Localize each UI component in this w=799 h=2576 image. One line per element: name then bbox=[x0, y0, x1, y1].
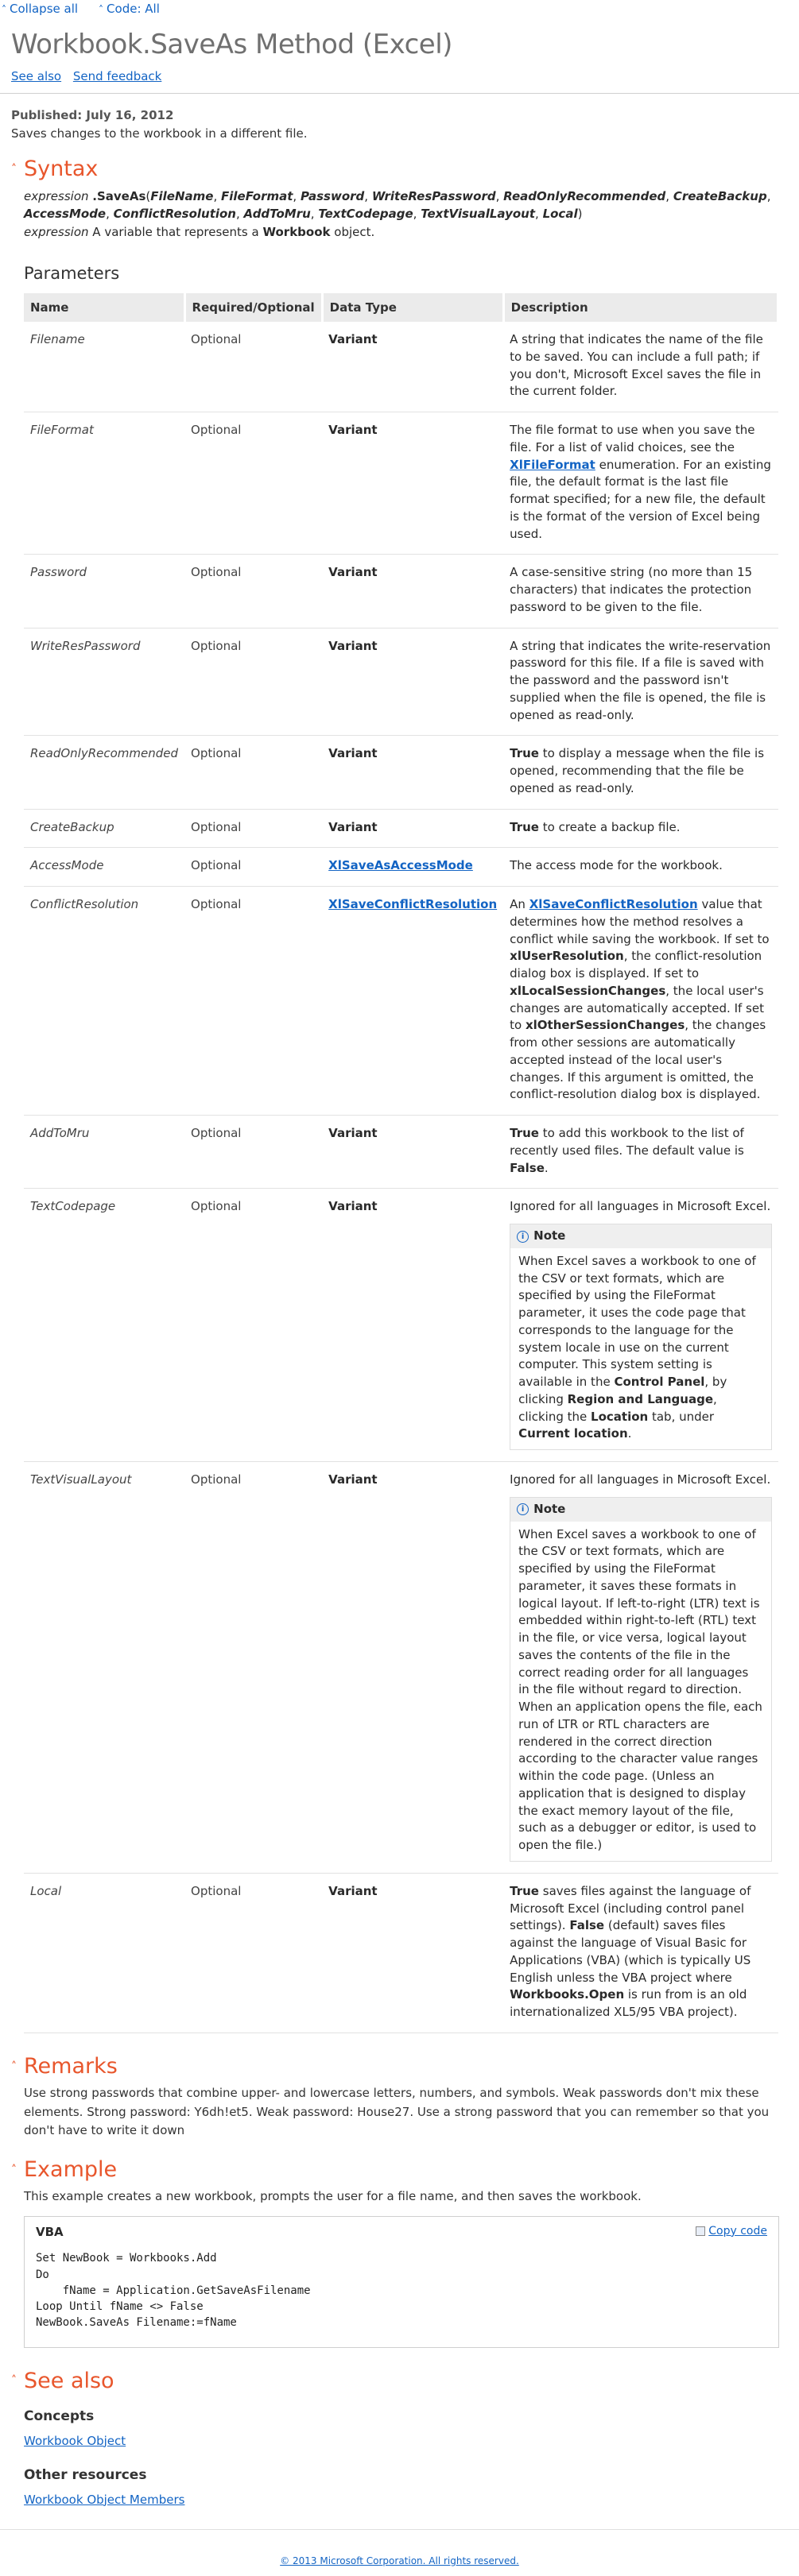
syntax-argument: ConflictResolution bbox=[113, 207, 236, 222]
syntax-argument: FileName bbox=[150, 188, 214, 203]
table-header-row bbox=[24, 293, 778, 323]
xlsaveasaccessmode-link[interactable]: XlSaveAsAccessMode bbox=[328, 858, 473, 873]
example-section bbox=[0, 2183, 799, 2347]
other-resources-heading: Other resources bbox=[24, 2467, 147, 2484]
table-row: Filename Optional Variant A string that indicates the name of the file to be saved. You can include a full path; if you don't, Microsoft Excel saves the file in the current folder. bbox=[24, 322, 778, 412]
meta bbox=[0, 94, 799, 142]
table-row: AccessMode Optional XlSaveAsAccessMode The access mode for the workbook. bbox=[24, 848, 778, 887]
summary: Saves changes to the workbook in a different file. bbox=[11, 126, 308, 141]
see-also-link[interactable]: See also bbox=[11, 68, 62, 83]
remarks-heading: Remarks bbox=[24, 2053, 118, 2079]
syntax-signature: expression .SaveAs(FileName, FileFormat, Password, WriteResPassword, ReadOnlyRecommended, CreateBackup, AccessMode, ConflictResolution, AddToMru, TextCodepage, TextVisualLayout, Local) bbox=[24, 188, 771, 222]
xlsaveconflictresolution-link[interactable]: XlSaveConflictResolution bbox=[529, 897, 698, 912]
workbook-object-members-link[interactable]: Workbook Object Members bbox=[24, 2492, 185, 2507]
table-row: TextVisualLayout Optional Variant Ignored for all languages in Microsoft Excel. i Note When Excel saves a workbook to one of the CSV or text formats, which are specified by using the FileFormat parameter, it saves these formats in logical layout. If left-to-right (LTR) text is embedded within right-to-left (RTL) text in the file, or vice versa, logical layout saves the contents of the file in the correct reading order for all languages in the file without regard to direction. When an application opens the file, each run of LTR or RTL characters are rendered in the correct direction according to the character value ranges within the code page. (Unless an application that is designed to display the exact memory layout of the file, such as a debugger or editor, is used to open the file.) bbox=[24, 1462, 778, 1874]
table-row: WriteResPassword Optional Variant A string that indicates the write-reservation password for this file. If a file is saved with the password and the password isn't supplied when the file is opened, the file is opened as read-only. bbox=[24, 628, 778, 736]
collapse-toggle-icon[interactable]: ˄ bbox=[11, 162, 17, 176]
example-section-header[interactable] bbox=[0, 2140, 799, 2183]
xlfileformat-link[interactable]: XlFileFormat bbox=[510, 457, 595, 472]
column-header-name: Name bbox=[24, 293, 184, 323]
syntax-method-name: .SaveAs bbox=[92, 188, 146, 203]
note-box: i Note When Excel saves a workbook to one of the CSV or text formats, which are specified by using the FileFormat parameter, it saves these formats in logical layout. If left-to-right (LTR) text is embedded within right-to-left (RTL) text in the file, or vice versa, logical layout saves the contents of the file in the correct reading order for all languages in the file without regard to direction. When an application opens the file, each run of LTR or RTL characters are rendered in the correct direction according to the character value ranges within the code page. (Unless an application that is designed to display the exact memory layout of the file, such as a debugger or editor, is used to open the file.) bbox=[510, 1497, 771, 1862]
column-header-required: Required/Optional bbox=[184, 293, 322, 323]
workbook-object-link[interactable]: Workbook Object bbox=[24, 2433, 126, 2448]
collapse-all-link[interactable]: ˄ Collapse all bbox=[2, 1, 79, 16]
table-row: FileFormat Optional Variant The file format to use when you save the file. For a list of valid choices, see the XlFileFormat enumeration. For an existing file, the default format is the last file format specified; for a new file, the default is the format of the version of Excel being used. bbox=[24, 412, 778, 555]
see-also-section-header[interactable] bbox=[0, 2348, 799, 2394]
published-date: Published: July 16, 2012 bbox=[11, 108, 174, 123]
collapse-toggle-icon[interactable]: ˄ bbox=[11, 2060, 17, 2073]
parameters-table bbox=[24, 293, 779, 2033]
see-also-heading: See also bbox=[24, 2368, 114, 2393]
parameters-heading: Parameters bbox=[24, 264, 120, 284]
example-intro: This example creates a new workbook, prompts the user for a file name, and then saves the workbook. bbox=[24, 2189, 642, 2204]
copy-icon bbox=[696, 2226, 705, 2236]
caret-up-icon: ˄ bbox=[99, 3, 104, 15]
table-row: Local Optional Variant True saves files against the language of Microsoft Excel (including control panel settings). False (default) saves files against the language of Visual Basic for Applications (VBA) (which is typically US English unless the VBA project where Workbooks.Open is run from is an old internationalized XL5/95 VBA project). bbox=[24, 1873, 778, 2033]
xlsaveconflictresolution-type-link[interactable]: XlSaveConflictResolution bbox=[328, 897, 498, 912]
remarks-section bbox=[0, 2079, 799, 2140]
column-header-type: Data Type bbox=[322, 293, 503, 323]
table-row: ReadOnlyRecommended Optional Variant True to display a message when the file is opened, recommending that the file be opened as read-only. bbox=[24, 736, 778, 809]
syntax-heading: Syntax bbox=[24, 157, 99, 182]
top-bar bbox=[0, 0, 799, 17]
syntax-argument: WriteResPassword bbox=[371, 188, 496, 203]
syntax-expression: expression bbox=[24, 188, 93, 203]
page-title: Workbook.SaveAs Method (Excel) bbox=[11, 29, 452, 60]
syntax-argument: AddToMru bbox=[243, 207, 311, 222]
footer bbox=[0, 2529, 799, 2576]
column-header-description: Description bbox=[503, 293, 778, 323]
syntax-argument: FileFormat bbox=[221, 188, 293, 203]
remarks-text: Use strong passwords that combine upper- and lowercase letters, numbers, and symbols. Weak passwords don't mix these elements. Strong password: Y6dh!et5. Weak password: House27. Use a strong password that you can remember so that you don't have to write it down bbox=[24, 2086, 770, 2137]
title-block bbox=[0, 17, 799, 85]
example-heading: Example bbox=[24, 2157, 118, 2183]
collapse-toggle-icon[interactable]: ˄ bbox=[11, 2163, 17, 2176]
send-feedback-link[interactable]: Send feedback bbox=[72, 68, 162, 83]
syntax-argument: Password bbox=[300, 188, 365, 203]
code-language-label: VBA bbox=[36, 2224, 64, 2239]
collapse-toggle-icon[interactable]: ˄ bbox=[11, 2374, 17, 2388]
code-snippet bbox=[24, 2216, 779, 2348]
code-filter-link[interactable]: ˄ Code: All bbox=[99, 1, 160, 16]
copy-code-button[interactable]: Copy code bbox=[696, 2223, 767, 2240]
syntax-section-header[interactable] bbox=[0, 142, 799, 182]
table-row: TextCodepage Optional Variant Ignored for all languages in Microsoft Excel. i Note When Excel saves a workbook to one of the CSV or text formats, which are specified by using the FileFormat parameter, it uses the code page that corresponds to the language for the system locale in use on the current computer. This system setting is available in the Control Panel, by clicking Region and Language, clicking the Location tab, under Current location. bbox=[24, 1189, 778, 1462]
syntax-argument: TextVisualLayout bbox=[421, 207, 536, 222]
note-box: i Note When Excel saves a workbook to one of the CSV or text formats, which are specified by using the FileFormat parameter, it uses the code page that corresponds to the language for the system locale in use on the current computer. This system setting is available in the Control Panel, by clicking Region and Language, clicking the Location tab, under Current location. bbox=[510, 1224, 771, 1450]
table-row: Password Optional Variant A case-sensitive string (no more than 15 characters) that indicates the protection password to be given to the file. bbox=[24, 555, 778, 628]
table-row: AddToMru Optional Variant True to add this workbook to the list of recently used files. The default value is False. bbox=[24, 1116, 778, 1189]
syntax-variable-line: expression A variable that represents a Workbook object. bbox=[24, 224, 375, 239]
syntax-argument: TextCodepage bbox=[318, 207, 413, 222]
concepts-heading: Concepts bbox=[24, 2408, 95, 2425]
caret-up-icon: ˄ bbox=[2, 3, 6, 15]
remarks-section-header[interactable] bbox=[0, 2033, 799, 2079]
info-icon: i bbox=[517, 1503, 529, 1515]
table-row: ConflictResolution Optional XlSaveConflictResolution An XlSaveConflictResolution value that determines how the method resolves a conflict while saving the workbook. If set to xlUserResolution, the conflict-resolution dialog box is displayed. If set to xlLocalSessionChanges, the local user's changes are automatically accepted. If set to xlOtherSessionChanges, the changes from other sessions are automatically accepted instead of the local user's changes. If this argument is omitted, the conflict-resolution dialog box is displayed. bbox=[24, 887, 778, 1116]
see-also-section bbox=[0, 2394, 799, 2508]
syntax-argument: ReadOnlyRecommended bbox=[503, 188, 666, 203]
table-row: CreateBackup Optional Variant True to create a backup file. bbox=[24, 809, 778, 848]
syntax-argument: AccessMode bbox=[24, 207, 107, 222]
title-links bbox=[11, 68, 788, 86]
syntax-argument: CreateBackup bbox=[673, 188, 767, 203]
code-block: Set NewBook = Workbooks.Add Do fName = Application.GetSaveAsFilename Loop Until fName <> False NewBook.SaveAs Filename:=fName bbox=[36, 2252, 311, 2330]
syntax-section bbox=[0, 183, 799, 2033]
info-icon: i bbox=[517, 1231, 529, 1243]
syntax-argument: Local bbox=[542, 207, 578, 222]
copyright-link[interactable]: © 2013 Microsoft Corporation. All rights reserved. bbox=[280, 2555, 519, 2567]
